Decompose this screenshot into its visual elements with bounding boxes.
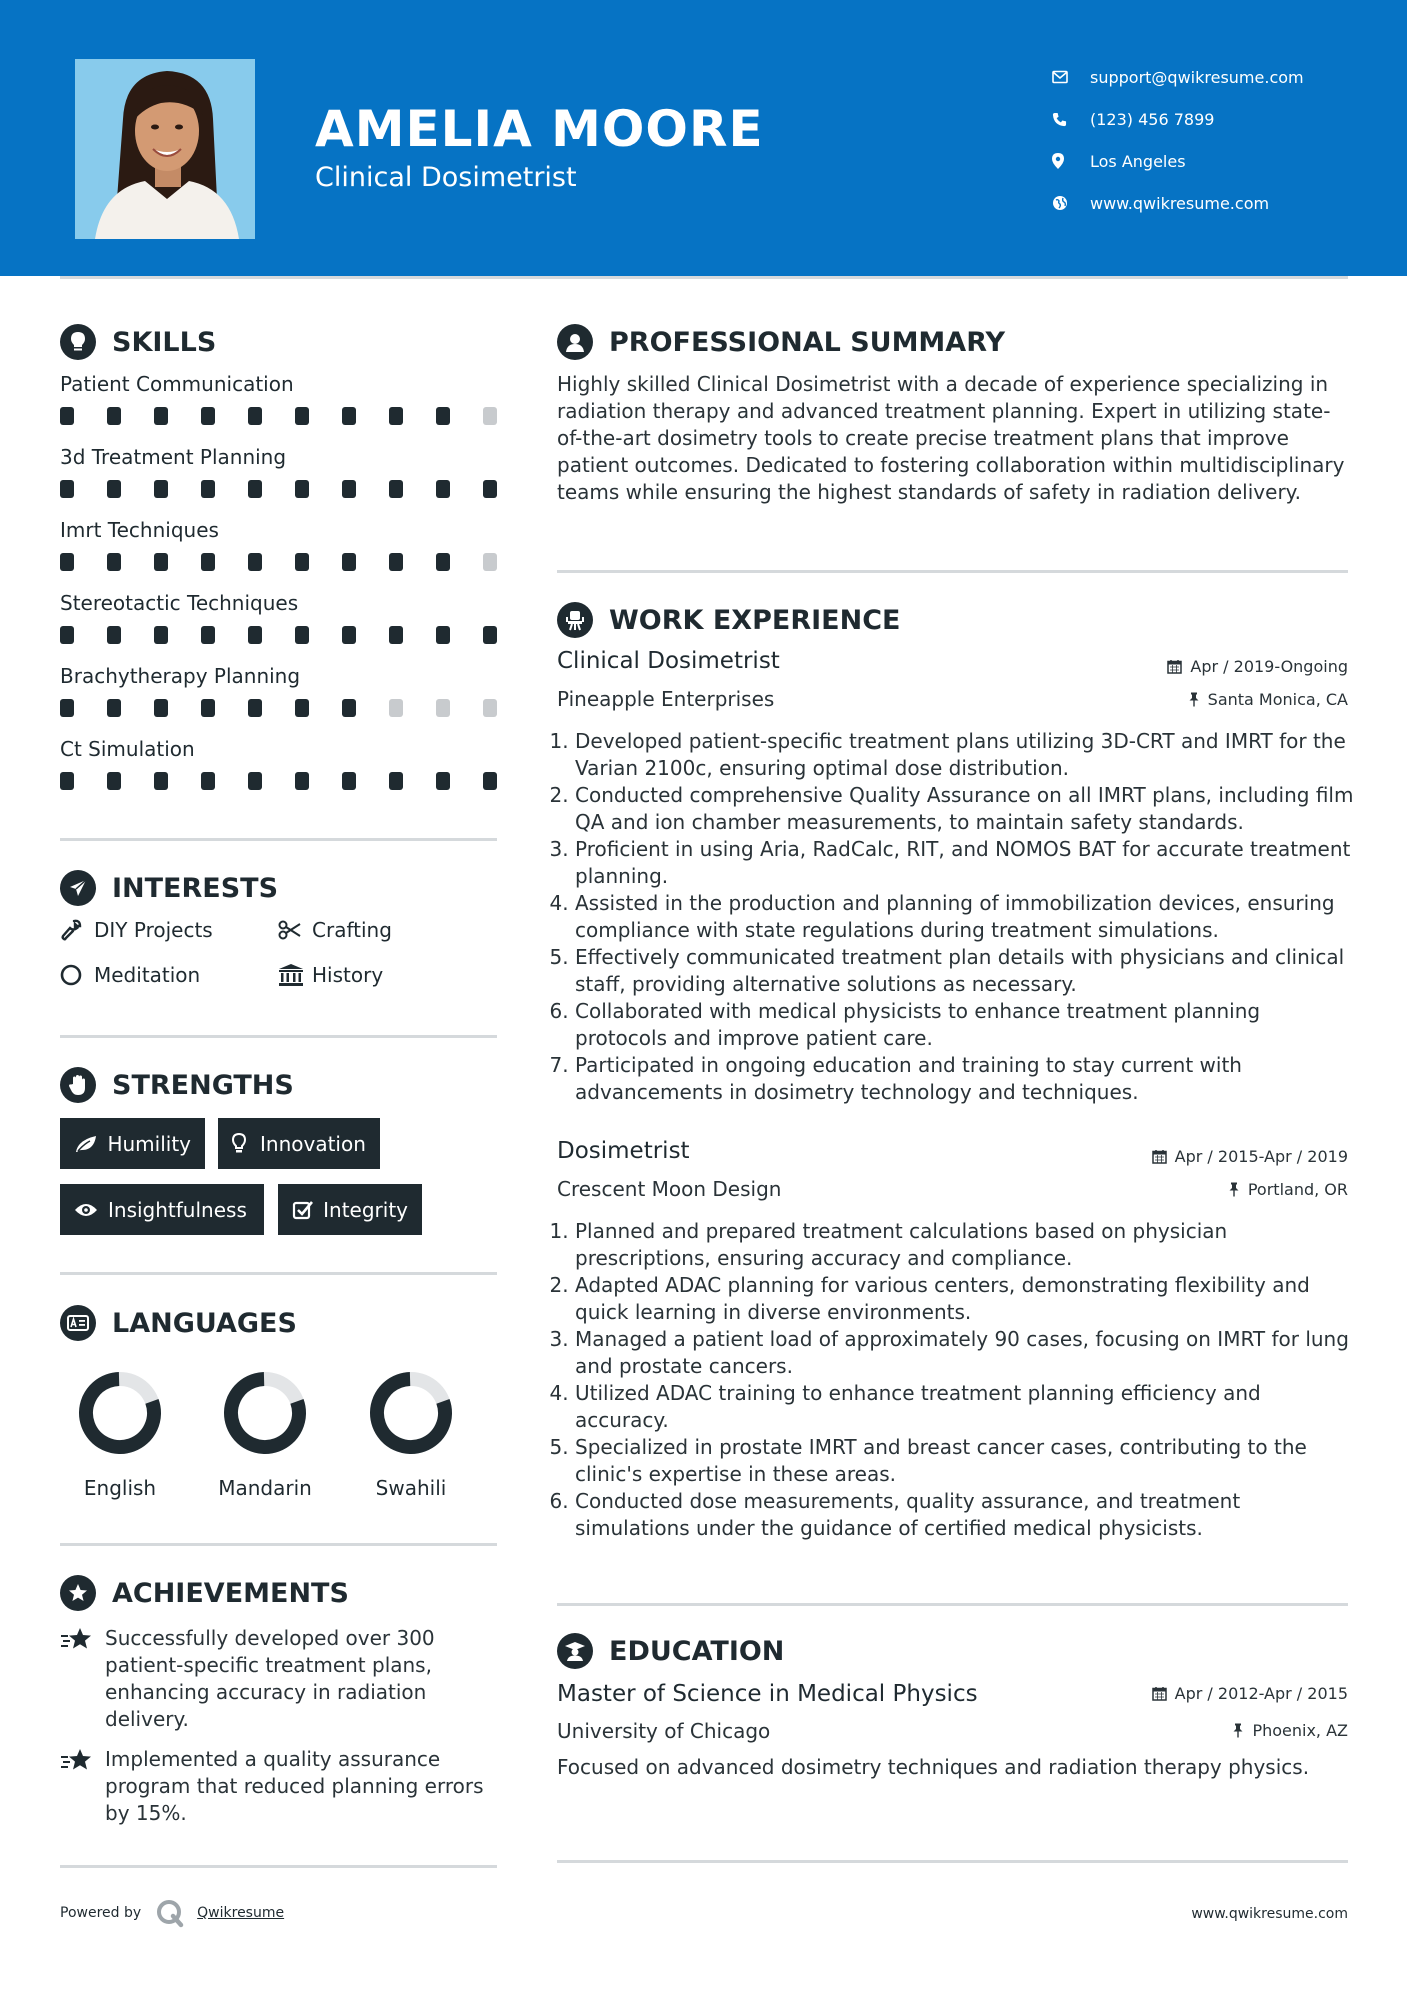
rating-dot (248, 407, 262, 425)
candidate-title: Clinical Dosimetrist (315, 162, 577, 193)
skill-name: Stereotactic Techniques (60, 591, 299, 615)
skill-rating (60, 772, 497, 790)
rating-dot (201, 480, 215, 498)
footer-website[interactable]: www.qwikresume.com (1191, 1906, 1348, 1922)
contact-phone[interactable] (1052, 98, 1304, 140)
user-icon (557, 324, 593, 360)
strength-tag: Insightfulness (60, 1184, 264, 1235)
section-divider (557, 1603, 1348, 1606)
achievement-item: Implemented a quality assurance program that reduced planning errors by 15%. (60, 1746, 500, 1827)
rating-dot (389, 699, 403, 717)
responsibility-item: 3. Managed a patient load of approximately 90 cases, focusing on IMRT for lung and prostate cancers. (575, 1326, 1357, 1380)
strength-tag: Integrity (278, 1184, 422, 1235)
section-divider (557, 570, 1348, 573)
skill-rating (60, 407, 497, 425)
job-location: Santa Monica, CA (1188, 690, 1348, 709)
education-dates: Apr / 2012-Apr / 2015 (1152, 1684, 1348, 1703)
envelope-icon (1052, 70, 1090, 84)
scissors-icon (278, 920, 312, 940)
rating-dot (107, 772, 121, 790)
rating-dot (389, 772, 403, 790)
wrench-icon (60, 919, 94, 941)
header-divider (60, 276, 1348, 279)
skill-rating (60, 553, 497, 571)
skill-name: 3d Treatment Planning (60, 445, 287, 469)
skill-item (60, 736, 500, 809)
summary-text: Highly skilled Clinical Dosimetrist with a decade of experience specializing in radiation therapy and advanced treatment planning. Expert in utilizing state-of-the-art dosimetry tools to create precise treatment plans that improve patient outcomes. Dedicated to fostering collaboration within multidisciplinary teams while ensuring the highest standards of safety in radiation delivery. (557, 372, 1345, 504)
rating-dot (295, 626, 309, 644)
education-description: Focused on advanced dosimetry techniques and radiation therapy physics. (557, 1755, 1310, 1779)
interest-item: Meditation (60, 963, 200, 987)
language-name: Mandarin (218, 1476, 312, 1500)
responsibility-item: 6. Collaborated with medical physicists to enhance treatment planning protocols and improve patient care. (575, 998, 1357, 1052)
contact-email-text: support@qwikresume.com (1090, 67, 1304, 87)
contact-website-text: www.qwikresume.com (1090, 193, 1270, 213)
education-heading: EDUCATION (557, 1633, 784, 1669)
rating-dot (248, 553, 262, 571)
pin-icon (1232, 1723, 1244, 1738)
lightbulb-icon (60, 324, 96, 360)
language-proficiency-ring (366, 1368, 456, 1458)
job-responsibilities (557, 728, 1357, 1106)
rating-dot (295, 553, 309, 571)
rating-dot (389, 553, 403, 571)
phone-icon (1052, 112, 1090, 127)
contact-location (1052, 140, 1304, 182)
rating-dot (60, 626, 74, 644)
candidate-name: AMELIA MOORE (315, 100, 764, 158)
rating-dot (60, 480, 74, 498)
star-icon (60, 1625, 105, 1733)
star-badge-icon (60, 1575, 96, 1611)
language-item (50, 1368, 190, 1500)
pin-icon (1228, 1182, 1240, 1197)
skill-name: Brachytherapy Planning (60, 664, 301, 688)
powered-by-label: Powered by (60, 1905, 142, 1921)
rating-dot (107, 553, 121, 571)
responsibility-item: 4. Assisted in the production and planning of immobilization devices, ensuring compliance with state regulations during treatment simulations. (575, 890, 1357, 944)
chair-icon (557, 602, 593, 638)
rating-dot (483, 553, 497, 571)
calendar-icon (1152, 1149, 1167, 1164)
responsibility-item: 5. Effectively communicated treatment plan details with physicians and clinical staff, providing alternative solutions as necessary. (575, 944, 1357, 998)
rating-dot (248, 699, 262, 717)
interest-item: Crafting (278, 918, 392, 942)
rating-dot (483, 480, 497, 498)
landmark-icon (278, 963, 312, 987)
language-icon (60, 1305, 96, 1341)
education-school: University of Chicago (557, 1719, 771, 1743)
contact-email[interactable] (1052, 56, 1304, 98)
paper-plane-icon (60, 870, 96, 906)
education-location: Phoenix, AZ (1232, 1721, 1348, 1740)
skill-item (60, 517, 500, 590)
rating-dot (107, 626, 121, 644)
rating-dot (436, 699, 450, 717)
lightbulb-icon (232, 1133, 260, 1155)
rating-dot (295, 480, 309, 498)
job-dates: Apr / 2019-Ongoing (1167, 657, 1348, 676)
skill-item (60, 444, 500, 517)
responsibility-item: 6. Conducted dose measurements, quality assurance, and treatment simulations under the guidance of certified medical physicists. (575, 1488, 1357, 1542)
job-location: Portland, OR (1228, 1180, 1348, 1199)
skills-list (60, 371, 500, 809)
rating-dot (60, 699, 74, 717)
resume-header (0, 0, 1407, 276)
eye-icon (74, 1202, 108, 1218)
rating-dot (436, 553, 450, 571)
strength-tag: Humility (60, 1118, 205, 1169)
interest-item: History (278, 963, 383, 987)
job-title: Clinical Dosimetrist (557, 648, 780, 674)
rating-dot (389, 626, 403, 644)
languages-heading: LANGUAGES (60, 1305, 297, 1341)
language-name: Swahili (375, 1476, 447, 1500)
rating-dot (201, 699, 215, 717)
rating-dot (295, 699, 309, 717)
responsibility-item: 3. Proficient in using Aria, RadCalc, RIT, and NOMOS BAT for accurate treatment planning. (575, 836, 1357, 890)
job-dates: Apr / 2015-Apr / 2019 (1152, 1147, 1348, 1166)
skill-item (60, 590, 500, 663)
rating-dot (154, 407, 168, 425)
language-name: English (83, 1476, 157, 1500)
interest-item: DIY Projects (60, 918, 213, 942)
language-proficiency-ring (220, 1368, 310, 1458)
education-degree: Master of Science in Medical Physics (557, 1681, 978, 1707)
skill-item (60, 663, 500, 736)
rating-dot (436, 772, 450, 790)
rating-dot (201, 626, 215, 644)
rating-dot (154, 626, 168, 644)
rating-dot (201, 772, 215, 790)
rating-dot (483, 699, 497, 717)
rating-dot (154, 772, 168, 790)
rating-dot (201, 407, 215, 425)
rating-dot (107, 699, 121, 717)
contact-location-text: Los Angeles (1090, 151, 1186, 171)
skills-heading: SKILLS (60, 324, 216, 360)
rating-dot (342, 553, 356, 571)
qwikresume-link[interactable]: Qwikresume (197, 1905, 285, 1921)
hand-icon (60, 1067, 96, 1103)
section-divider (60, 1035, 497, 1038)
job-company: Crescent Moon Design (557, 1177, 782, 1201)
language-proficiency-ring (75, 1368, 165, 1458)
rating-dot (154, 480, 168, 498)
skill-name: Patient Communication (60, 372, 294, 396)
rating-dot (342, 626, 356, 644)
responsibility-item: 1. Planned and prepared treatment calculations based on physician prescriptions, ensuring accuracy and compliance. (575, 1218, 1357, 1272)
responsibility-item: 2. Conducted comprehensive Quality Assurance on all IMRT plans, including film QA and ion chamber measurements, to maintain safety standards. (575, 782, 1357, 836)
calendar-icon (1167, 659, 1182, 674)
rating-dot (342, 772, 356, 790)
job-responsibilities (557, 1218, 1357, 1542)
rating-dot (201, 553, 215, 571)
skill-rating (60, 626, 497, 644)
rating-dot (342, 699, 356, 717)
section-divider (60, 1865, 497, 1868)
experience-heading: WORK EXPERIENCE (557, 602, 900, 638)
graduate-icon (557, 1633, 593, 1669)
rating-dot (107, 480, 121, 498)
contact-website[interactable] (1052, 182, 1304, 224)
globe-icon (1052, 195, 1090, 211)
rating-dot (342, 407, 356, 425)
calendar-icon (1152, 1686, 1167, 1701)
qwikresume-logo-icon (155, 1898, 185, 1928)
rating-dot (389, 480, 403, 498)
star-icon (60, 1746, 105, 1827)
job-title: Dosimetrist (557, 1138, 690, 1164)
interests-heading: INTERESTS (60, 870, 278, 906)
language-item (195, 1368, 335, 1500)
circle-icon (60, 964, 94, 986)
responsibility-item: 4. Utilized ADAC training to enhance treatment planning efficiency and accuracy. (575, 1380, 1357, 1434)
strengths-heading: STRENGTHS (60, 1067, 294, 1103)
pin-icon (1188, 692, 1200, 707)
checkbox-icon (292, 1199, 323, 1221)
responsibility-item: 7. Participated in ongoing education and training to stay current with advancements in dosimetry technology and techniques. (575, 1052, 1357, 1106)
rating-dot (483, 626, 497, 644)
rating-dot (436, 480, 450, 498)
footer-branding (60, 1898, 284, 1928)
rating-dot (436, 407, 450, 425)
rating-dot (154, 553, 168, 571)
rating-dot (248, 480, 262, 498)
rating-dot (248, 772, 262, 790)
rating-dot (248, 626, 262, 644)
skill-rating (60, 480, 497, 498)
rating-dot (483, 407, 497, 425)
skill-rating (60, 699, 497, 717)
achievements-heading: ACHIEVEMENTS (60, 1575, 349, 1611)
strength-tag: Innovation (218, 1118, 380, 1169)
leaf-icon (74, 1134, 107, 1154)
rating-dot (342, 480, 356, 498)
profile-photo (75, 59, 255, 239)
rating-dot (389, 407, 403, 425)
section-divider (557, 1860, 1348, 1863)
responsibility-item: 5. Specialized in prostate IMRT and breast cancer cases, contributing to the clinic's expertise in these areas. (575, 1434, 1357, 1488)
section-divider (60, 1543, 497, 1546)
rating-dot (154, 699, 168, 717)
summary-heading: PROFESSIONAL SUMMARY (557, 324, 1005, 360)
rating-dot (107, 407, 121, 425)
skill-item (60, 371, 500, 444)
map-marker-icon (1052, 153, 1090, 169)
contact-list (1052, 56, 1304, 224)
achievement-item: Successfully developed over 300 patient-specific treatment plans, enhancing accuracy in radiation delivery. (60, 1625, 500, 1733)
rating-dot (295, 407, 309, 425)
skill-name: Imrt Techniques (60, 518, 219, 542)
section-divider (60, 1272, 497, 1275)
rating-dot (60, 772, 74, 790)
rating-dot (483, 772, 497, 790)
rating-dot (60, 553, 74, 571)
section-divider (60, 838, 497, 841)
rating-dot (436, 626, 450, 644)
rating-dot (295, 772, 309, 790)
responsibility-item: 1. Developed patient-specific treatment plans utilizing 3D-CRT and IMRT for the Varian 2100c, ensuring optimal dose distribution. (575, 728, 1357, 782)
job-company: Pineapple Enterprises (557, 687, 775, 711)
responsibility-item: 2. Adapted ADAC planning for various centers, demonstrating flexibility and quick learning in diverse environments. (575, 1272, 1357, 1326)
contact-phone-text: (123) 456 7899 (1090, 109, 1215, 129)
language-item (341, 1368, 481, 1500)
skill-name: Ct Simulation (60, 737, 195, 761)
rating-dot (60, 407, 74, 425)
